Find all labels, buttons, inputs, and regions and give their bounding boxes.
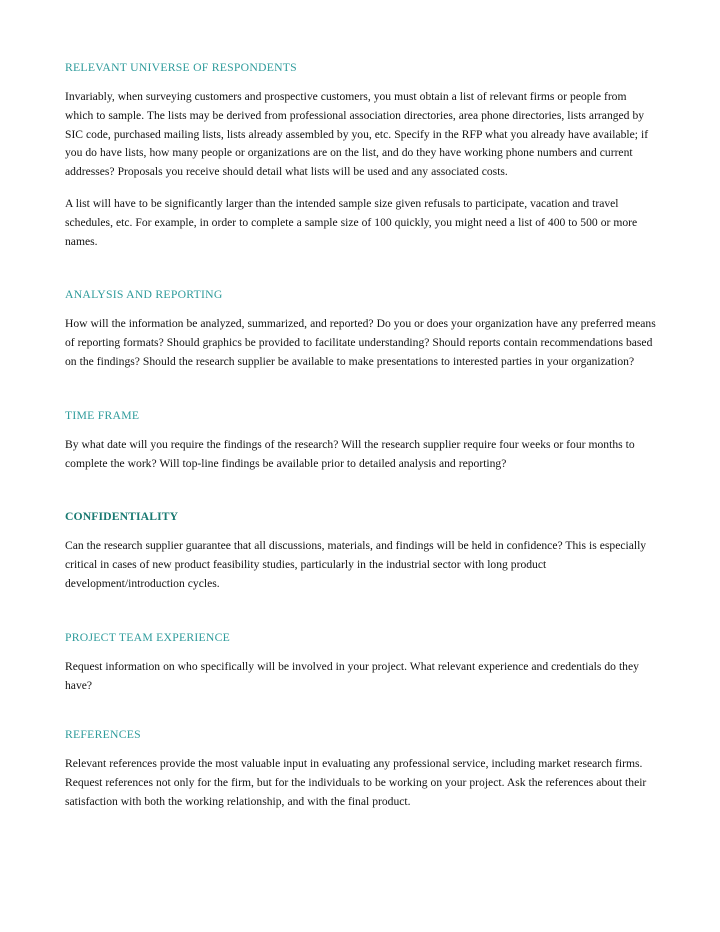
paragraph: Relevant references provide the most valuable input in evaluating any professional service, including market research firms. Request references not only for the firm, but for the individuals to be working on your project. Ask the references about their satisfaction with both the working relationship, and with the final product. xyxy=(65,757,647,808)
section-heading-time-frame: TIME FRAME xyxy=(65,408,140,422)
section-heading-analysis-and-reporting: ANALYSIS AND REPORTING xyxy=(65,288,223,302)
section-time-frame xyxy=(65,408,657,474)
paragraph: How will the information be analyzed, summarized, and reported? Do you or does your organization have any preferred means of reporting formats? Should graphics be provided to facilitate understanding? Should reports contain recommendations based on the findings? Should the research supplier be available to make presentations to interested parties in your organization? xyxy=(65,317,656,368)
section-references xyxy=(65,727,657,811)
section-heading-relevant-universe-of-respondents: RELEVANT UNIVERSE OF RESPONDENTS xyxy=(65,61,297,74)
paragraph: Request information on who specifically will be involved in your project. What relevant experience and credentials do they have? xyxy=(65,659,639,692)
section-confidentiality xyxy=(65,509,657,593)
section-project-team-experience xyxy=(65,630,657,696)
document-body xyxy=(65,60,657,812)
section-heading-project-team-experience: PROJECT TEAM EXPERIENCE xyxy=(65,630,231,644)
section-heading-references: REFERENCES xyxy=(65,728,141,742)
paragraph: A list will have to be significantly larger than the intended sample size given refusals to participate, vacation and travel schedules, etc. For example, in order to complete a sample size of 100 quickly, you might need a list of 400 to 500 or more names. xyxy=(65,196,638,248)
section-relevant-universe-of-respondents xyxy=(65,60,657,251)
section-analysis-and-reporting xyxy=(65,287,657,371)
paragraph: Can the research supplier guarantee that all discussions, materials, and findings will be held in confidence? This is especially critical in cases of new product feasibility studies, particularly in the industrial sector with long product development/introduction cycles. xyxy=(65,539,647,590)
section-heading-confidentiality: CONFIDENTIALITY xyxy=(65,510,179,524)
paragraph: By what date will you require the findings of the research? Will the research supplier require four weeks or four months to complete the work? Will top-line findings be available prior to detailed analysis and reporting? xyxy=(65,437,635,470)
paragraph: Invariably, when surveying customers and prospective customers, you must obtain a list of relevant firms or people from which to sample. The lists may be derived from professional association directories, area phone directories, lists arranged by SIC code, purchased mailing lists, lists already assembled by you, etc. Specify in the RFP what you already have available; if you do have lists, how many people or organizations are on the list, and do they have working phone numbers and current addresses? Proposals you receive should detail what lists will be used and any associated costs. xyxy=(65,90,649,179)
